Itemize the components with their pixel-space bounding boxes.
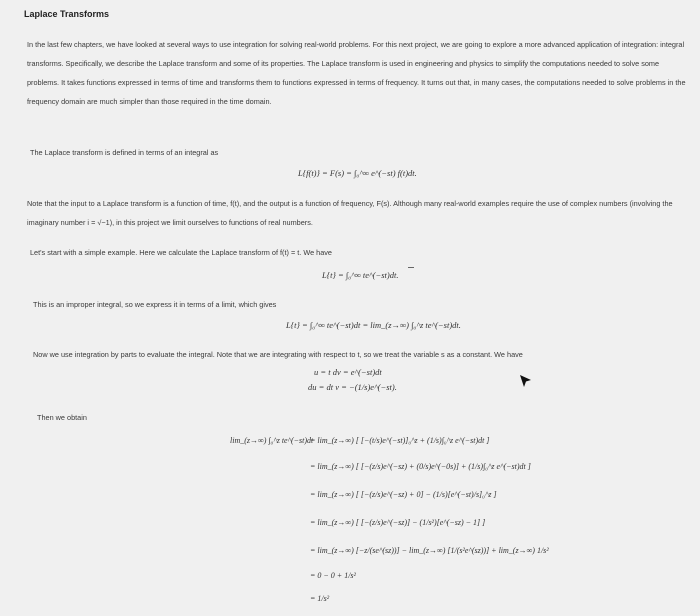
parts-row-1: u = t dv = e^(−st)dt (314, 367, 382, 377)
definition-equation: L{f(t)} = F(s) = ∫₀^∞ e^(−st) f(t)dt. (298, 168, 417, 178)
derivation-step-6: = 0 − 0 + 1/s² (310, 571, 356, 580)
parts-row-2: du = dt v = −(1/s)e^(−st). (308, 382, 397, 392)
derivation-step-3: = lim_(z→∞) [ [−(z/s)e^(−sz) + 0] − (1/s)[e^(−st)/s]₀^z ] (310, 490, 497, 499)
intro-paragraph: In the last few chapters, we have looked at several ways to use integration for solving real-world problems. For this next project, we are going to explore a more advanced application of integration: integral transforms. Specifically, we describe the Laplace transform and some of its properties. The Laplace transform is used in engineering and physics to simplify the computations needed to solve some problems. It takes functions expressed in terms of time and transforms them to functions expressed in terms of frequency. It turns out that, in many cases, the computations needed to solve problems in the frequency domain are much simpler than those required in the time domain. (27, 40, 686, 106)
note-paragraph: Note that the input to a Laplace transform is a function of time, f(t), and the output is a function of frequency, F(s). Although many real-world examples require the use of complex numbers (involving the imaginary number i = √−1), in this project we limit ourselves to functions of real numbers. (27, 199, 673, 227)
derivation-step-7: = 1/s² (310, 594, 330, 603)
page-title: Laplace Transforms (24, 9, 110, 19)
improper-equation: L{t} = ∫₀^∞ te^(−st)dt = lim_(z→∞) ∫₀^z te^(−st)dt. (286, 320, 461, 330)
derivation-step-2: = lim_(z→∞) [ [−(z/s)e^(−sz) + (0/s)e^(−0s)] + (1/s)∫₀^z e^(−st)dt ] (310, 462, 531, 471)
mouse-cursor-icon (519, 374, 533, 390)
derivation-step-4: = lim_(z→∞) [ [−(z/s)e^(−sz)] − (1/s²)[e^(−sz) − 1] ] (310, 518, 486, 527)
improper-text: This is an improper integral, so we express it in terms of a limit, which gives (33, 300, 277, 309)
definition-intro: The Laplace transform is defined in terms of an integral as (30, 148, 219, 157)
obtain-text: Then we obtain (37, 413, 87, 422)
parts-text: Now we use integration by parts to evaluate the integral. Note that we are integrating with respect to t, so we treat the variable s as a constant. We have (33, 350, 523, 359)
example-intro: Let's start with a simple example. Here we calculate the Laplace transform of f(t) = t. We have (30, 248, 332, 257)
derivation-lhs: lim_(z→∞) ∫₀^z te^(−st)dt (230, 436, 314, 445)
dash-mark (408, 267, 414, 268)
example-equation: L{t} = ∫₀^∞ te^(−st)dt. (322, 270, 399, 280)
derivation-step-1: = lim_(z→∞) [ [−(t/s)e^(−st)]₀^z + (1/s)∫₀^z e^(−st)dt ] (310, 436, 490, 445)
derivation-step-5: = lim_(z→∞) [−z/(se^(sz))] − lim_(z→∞) [1/(s²e^(sz))] + lim_(z→∞) 1/s² (310, 546, 549, 555)
